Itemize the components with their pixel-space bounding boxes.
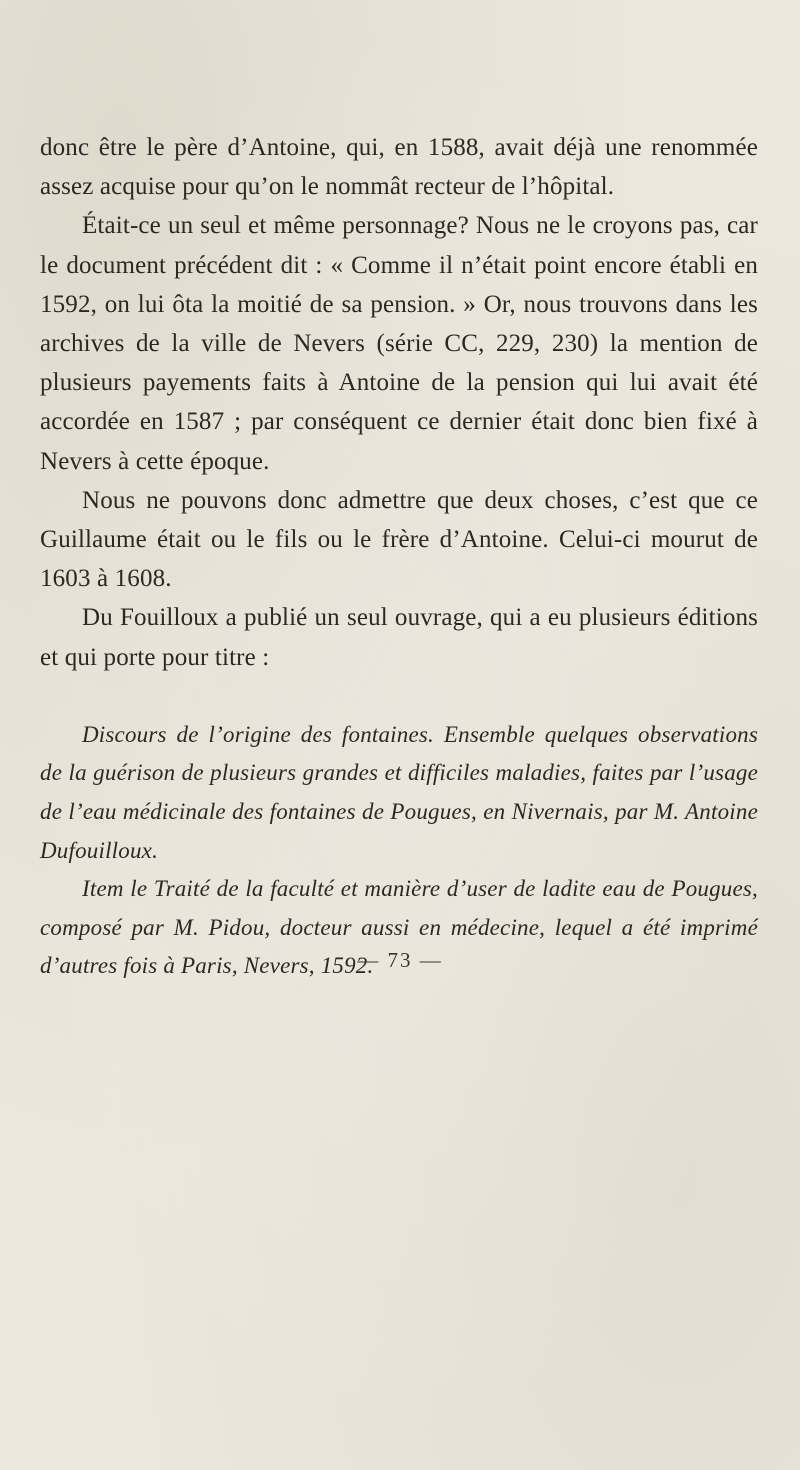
- paragraph-4: Du Fouilloux a publié un seul ouvrage, qui a eu plusieurs éditions et qui porte pour titre :: [40, 604, 758, 671]
- book-title-quote: Discours de l’origine des fontaines. Ensemble quelques observations de la guérison de plusieurs grandes et difficiles maladies, faites par l’usage de l’eau médicinale des fontaines de Pougues, en Nivernais, par M. Antoine Dufouilloux.: [40, 721, 758, 863]
- paragraph-2: Était-ce un seul et même personnage? Nous ne le croyons pas, car le document précédent dit : « Comme il n’était point encore établi en 1592, on lui ôta la moitié de sa pension. » Or, nous trouvons dans les archives de la ville de Nevers (série CC, 229, 230) la mention de plusieurs payements faits à Antoine de la pension qui lui avait été accordée en 1587 ; par conséquent ce dernier était donc bien fixé à Nevers à cette époque.: [40, 212, 758, 475]
- paragraph-1: donc être le père d’Antoine, qui, en 1588, avait déjà une renommée assez acquise pour qu’on le nommât recteur de l’hôpital.: [40, 134, 758, 201]
- spacer: [40, 677, 758, 716]
- page-number: — 73 —: [357, 948, 443, 972]
- book-title-item: Item le Traité de la faculté et manière d’user de ladite eau de Pougues, composé par M. Pidou, docteur aussi en médecine, lequel a été imprimé d’autres fois à Paris, Nevers, 1592.: [40, 876, 758, 979]
- paragraph-3: Nous ne pouvons donc admettre que deux choses, c’est que ce Guillaume était ou le fils ou le frère d’Antoine. Celui-ci mourut de 1603 à 1608.: [40, 486, 758, 593]
- body-text: [40, 128, 758, 986]
